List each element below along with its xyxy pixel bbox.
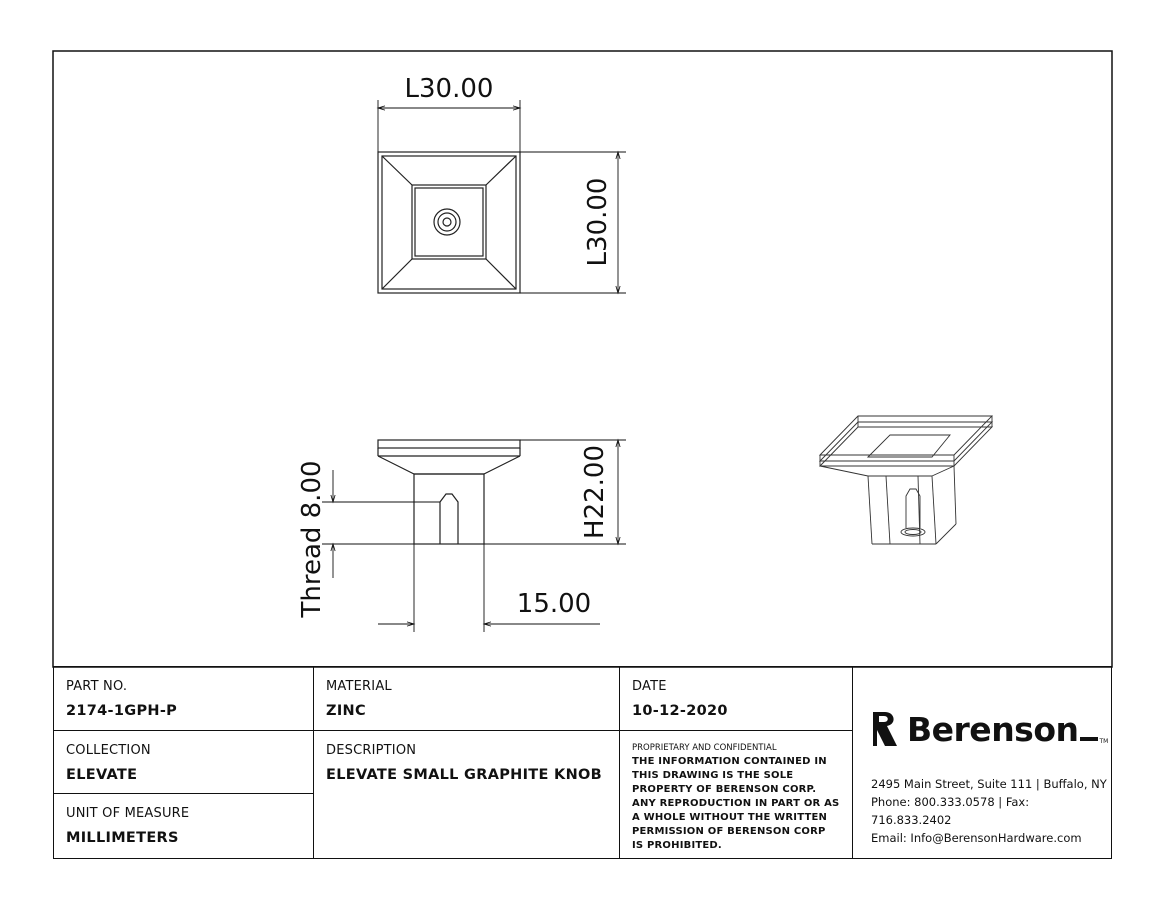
- collection-label: COLLECTION: [66, 743, 151, 758]
- material-cell: [314, 667, 620, 731]
- collection-cell: [54, 731, 314, 794]
- dim-top-height: L30.00: [583, 177, 613, 267]
- unit-label: UNIT OF MEASURE: [66, 806, 190, 821]
- email: Email: Info@BerensonHardware.com: [871, 831, 1082, 845]
- brand-logo: [871, 707, 1108, 751]
- front-view: [378, 440, 520, 544]
- brand-cell: [853, 667, 1126, 858]
- berenson-logo-icon: [871, 710, 899, 748]
- description-value: ELEVATE SMALL GRAPHITE KNOB: [326, 767, 602, 783]
- description-label: DESCRIPTION: [326, 743, 417, 758]
- dim-top-width: L30.00: [404, 74, 494, 104]
- dim-base-width: 15.00: [516, 589, 592, 619]
- brand-underline: [1080, 737, 1098, 741]
- material-label: MATERIAL: [326, 679, 392, 694]
- address: 2495 Main Street, Suite 111 | Buffalo, NY: [871, 777, 1107, 791]
- material-value: ZINC: [326, 703, 366, 719]
- proprietary-cell: [620, 731, 853, 858]
- unit-value: MILLIMETERS: [66, 830, 179, 846]
- dim-thread: Thread 8.00: [297, 460, 327, 618]
- date-cell: [620, 667, 853, 731]
- proprietary-label: PROPRIETARY AND CONFIDENTIAL: [632, 743, 777, 753]
- top-view: [378, 152, 520, 293]
- dim-height: H22.00: [580, 445, 610, 539]
- part-no-label: PART NO.: [66, 679, 128, 694]
- description-cell: [314, 731, 620, 858]
- brand-name: Berenson: [907, 709, 1079, 749]
- part-no-value: 2174-1GPH-P: [66, 703, 178, 719]
- title-block: [53, 666, 1112, 859]
- date-value: 10-12-2020: [632, 703, 728, 719]
- unit-cell: [54, 794, 314, 858]
- date-label: DATE: [632, 679, 667, 694]
- collection-value: ELEVATE: [66, 767, 138, 783]
- phone: Phone: 800.333.0578 | Fax: 716.833.2402: [871, 795, 1030, 827]
- proprietary-text: THE INFORMATION CONTAINED IN THIS DRAWING IS THE SOLE PROPERTY OF BERENSON CORP. ANY REPRODUCTION IN PART OR AS A WHOLE WITHOUT THE WRITTEN PERMISSION OF BERENSON CORP IS PROHIBITED.: [632, 756, 840, 851]
- trademark: TM: [1099, 737, 1109, 745]
- contact-info: [871, 775, 1108, 847]
- part-no-cell: [54, 667, 314, 731]
- drawing-frame: [53, 51, 1112, 667]
- isometric-view: [820, 416, 992, 544]
